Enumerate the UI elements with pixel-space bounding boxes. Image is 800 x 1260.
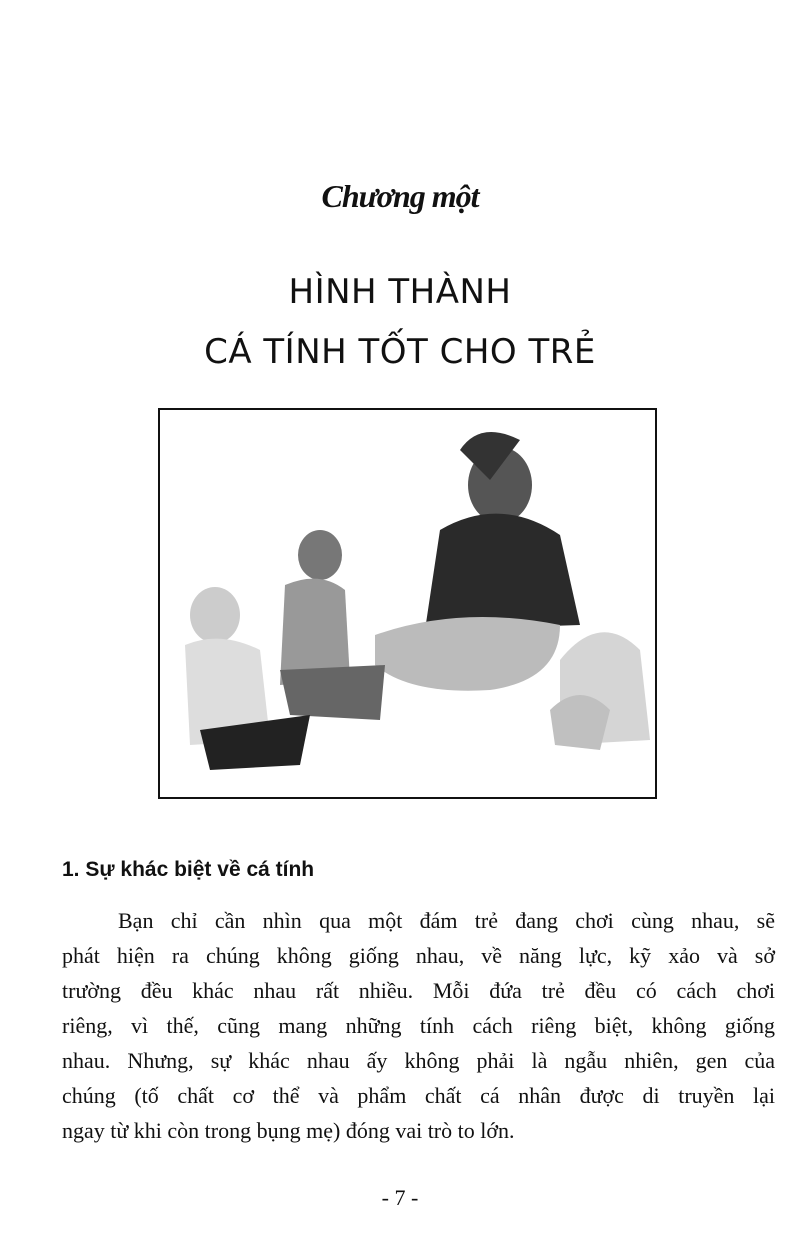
paragraph-line: chúng (tố chất cơ thể và phẩm chất cá nhân được di truyền lại [62,1083,775,1108]
child-legs [280,665,385,720]
chapter-title-line-2: CÁ TÍNH TỐT CHO TRẺ [204,332,596,372]
paragraph-line: phát hiện ra chúng không giống nhau, về năng lực, kỹ xảo và sở [62,943,775,968]
paragraph-line: riêng, vì thế, cũng mang những tính cách riêng biệt, không giống [62,1013,775,1038]
child-head [298,530,342,580]
photo-illustration [160,410,655,797]
right-child-arm [550,695,610,750]
chapter-photo [158,408,657,799]
chapter-label: Chương một [321,178,479,214]
left-child-head [190,587,240,643]
body-paragraph [62,903,775,1148]
paragraph-line: Bạn chỉ cần nhìn qua một đám trẻ đang chơi cùng nhau, sẽ [118,908,775,933]
section-heading: 1. Sự khác biệt về cá tính [62,858,315,881]
paragraph-line: ngay từ khi còn trong bụng mẹ) đóng vai trò to lớn. [62,1118,515,1143]
adult-body [425,514,580,630]
chapter-title-line-1: HÌNH THÀNH [288,272,512,312]
paragraph-line: nhau. Nhưng, sự khác nhau ấy không phải là ngẫu nhiên, gen của [62,1048,775,1073]
page-number: - 7 - [381,1185,419,1210]
adult-legs [375,617,560,691]
paragraph-line: trường đều khác nhau rất nhiều. Mỗi đứa trẻ đều có cách chơi [62,978,775,1003]
